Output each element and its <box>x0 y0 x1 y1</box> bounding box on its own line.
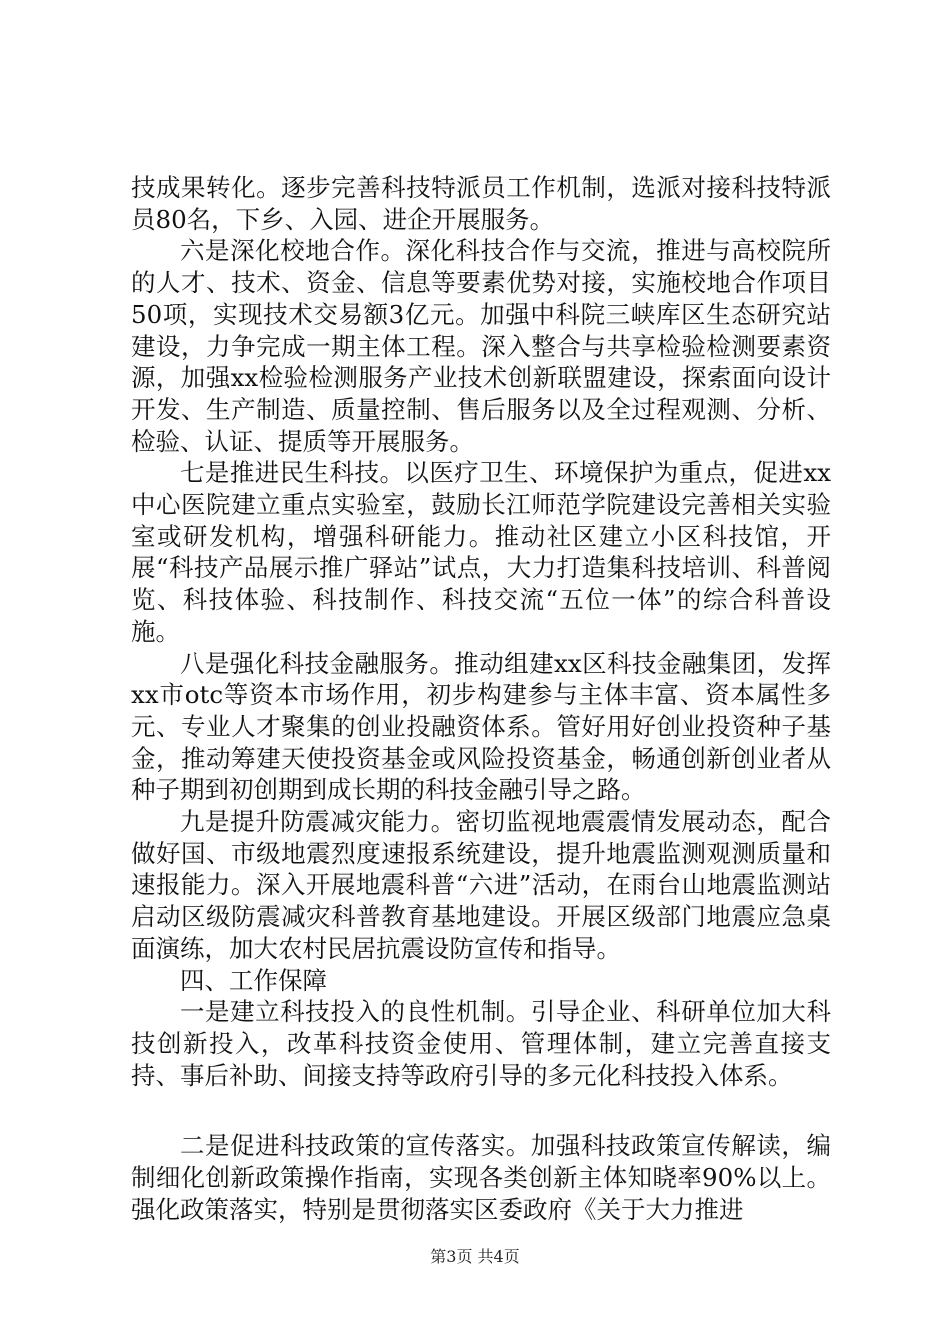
page-footer: 第3页 共4页 <box>430 1247 520 1266</box>
paragraph-tech-finance: 八是强化科技金融服务。推动组建xx区科技金融集团，发挥xx市otc等资本市场作用，初步构建参与主体丰富、资本属性多元、专业人才聚集的创业投融资体系。管好用好创业投资种子基金，推动筹建天使投资基金或风险投资基金，畅通创新创业者从种子期到初创期到成长期的科技金融引导之路。 <box>131 648 831 805</box>
paragraph-school-cooperation: 六是深化校地合作。深化科技合作与交流，推进与高校院所的人才、技术、资金、信息等要素优势对接，实施校地合作项目50项，实现技术交易额3亿元。加强中科院三峡库区生态研究站建设，力争完成一期主体工程。深入整合与共享检验检测要素资源，加强xx检验检测服务产业技术创新联盟建设，探索面向设计开发、生产制造、质量控制、售后服务以及全过程观测、分析、检验、认证、提质等开展服务。 <box>131 236 831 456</box>
section-heading-work-guarantee: 四、工作保障 <box>180 965 327 995</box>
paragraph-investment-mechanism: 一是建立科技投入的良性机制。引导企业、科研单位加大科技创新投入，改革科技资金使用、管理体制，建立完善直接支持、事后补助、间接支持等政府引导的多元化科技投入体系。 <box>131 997 831 1090</box>
document-body <box>131 172 831 1226</box>
paragraph-earthquake-prevention: 九是提升防震减灾能力。密切监视地震震情发展动态，配合做好国、市级地震烈度速报系统建设，提升地震监测观测质量和速报能力。深入开展地震科普“六进”活动，在雨台山地震监测站启动区级防震减灾科普教育基地建设。开展区级部门地震应急桌面演练，加大农村民居抗震设防宣传和指导。 <box>131 807 831 963</box>
paragraph-tech-transfer-continuation: 技成果转化。逐步完善科技特派员工作机制，选派对接科技特派员80名，下乡、入园、进企开展服务。 <box>131 173 831 234</box>
paragraph-livelihood-tech: 七是推进民生科技。以医疗卫生、环境保护为重点，促进xx中心医院建立重点实验室，鼓励长江师范学院建设完善相关实验室或研发机构，增强科研能力。推动社区建立小区科技馆，开展“科技产品展示推广驿站”试点，大力打造集科技培训、科普阅览、科技体验、科技制作、科技交流“五位一体”的综合科普设施。 <box>131 458 831 646</box>
paragraph-policy-promotion: 二是促进科技政策的宣传落实。加强科技政策宣传解读，编制细化创新政策操作指南，实现各类创新主体知晓率90%以上。强化政策落实，特别是贯彻落实区委政府《关于大力推进 <box>131 1131 831 1224</box>
